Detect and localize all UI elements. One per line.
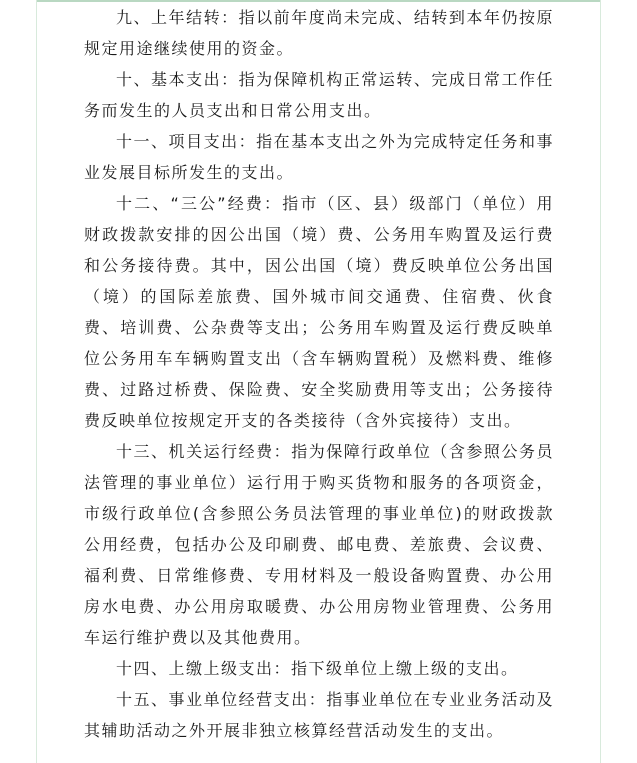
paragraph-remittance-to-superior: 十四、上缴上级支出：指下级单位上缴上级的支出。	[116, 659, 519, 678]
paragraph-three-public-funds: 十二、“三公”经费：指市（区、县）级部门（单位）用财政拨款安排的因公出国（境）费、公务用车购置及运行费和公务接待费。其中，因公出国（境）费反映单位公务出国（境）的国际差旅费、国外城市间交通费、住宿费、伙食费、培训费、公杂费等支出；公务用车购置及运行费反映单位公务用车车辆购置支出（含车辆购置税）及燃料费、维修费、过路过桥费、保险费、安全奖励费用等支出；公务接待费反映单位按规定开支的各类接待（含外宾接待）支出。	[84, 194, 554, 430]
paragraph-operating-funds: 十三、机关运行经费：指为保障行政单位（含参照公务员法管理的事业单位）运行用于购买货物和服务的各项资金，市级行政单位(含参照公务员法管理的事业单位)的财政拨款公用经费，包括办公及印刷费、邮电费、差旅费、会议费、福利费、日常维修费、专用材料及一般设备购置费、办公用房水电费、办公用房取暖费、办公用房物业管理费、公务用车运行维护费以及其他费用。	[84, 442, 554, 647]
paragraph-business-operation-expenditure: 十五、事业单位经营支出：指事业单位在专业业务活动及其辅助活动之外开展非独立核算经营活动发生的支出。	[84, 690, 554, 740]
paragraph-carryover-funds: 九、上年结转：指以前年度尚未完成、结转到本年仍按原规定用途继续使用的资金。	[84, 8, 554, 58]
frame-right-rule	[600, 0, 601, 763]
paragraph-project-expenditure: 十一、项目支出：指在基本支出之外为完成特定任务和事业发展目标所发生的支出。	[84, 132, 554, 182]
document-body	[84, 2, 554, 746]
paragraph-basic-expenditure: 十、基本支出：指为保障机构正常运转、完成日常工作任务而发生的人员支出和日常公用支出。	[84, 70, 554, 120]
frame-left-rule	[36, 0, 37, 763]
